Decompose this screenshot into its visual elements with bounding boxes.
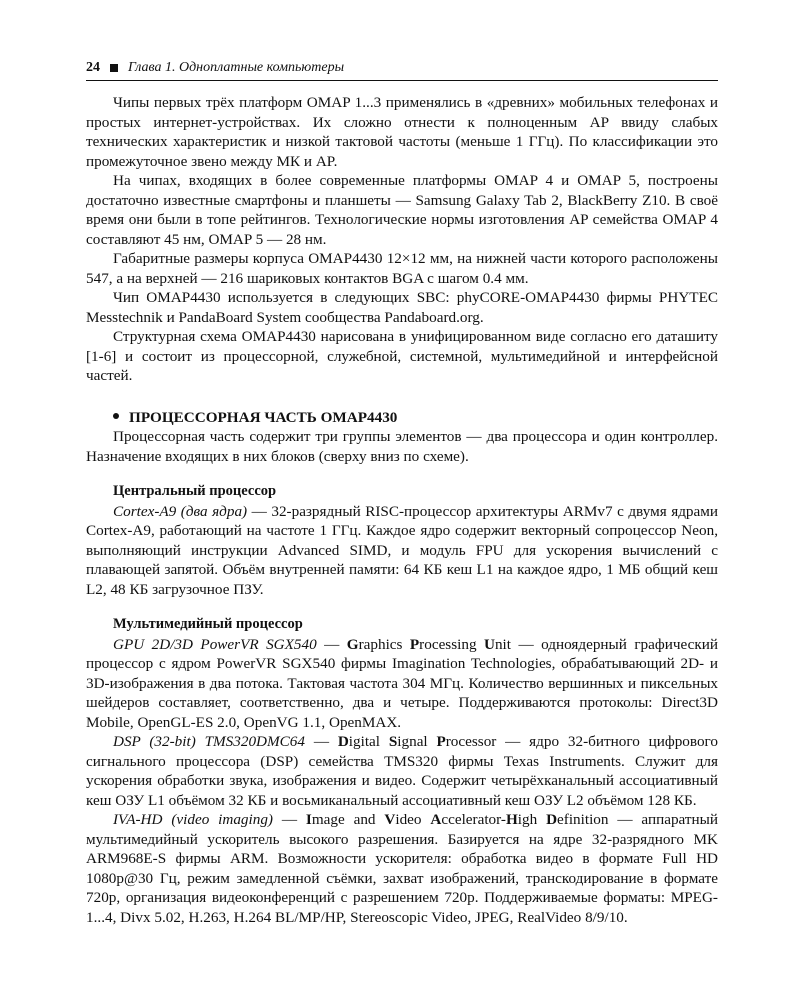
subheading-cpu: Центральный процессор (113, 483, 277, 499)
paragraph-block-diagram: Структурная схема OMAP4430 нарисована в унифицированном виде согласно его даташиту [1-6] и состоит из процессорной, служебной, системной, мультимедийной и интерфейсной частей. (86, 328, 718, 384)
bullet-icon (113, 413, 119, 419)
paragraph-cpu (86, 502, 718, 600)
page-number: 24 (86, 60, 100, 75)
header-square-icon (110, 64, 118, 72)
paragraph-omap4430-package: Габаритные размеры корпуса OMAP4430 12×12 мм, на нижней части которого расположены 547, а на верхней — 216 шариковых контактов BGA с шагом 0.4 мм. (86, 250, 718, 287)
running-header (86, 58, 718, 81)
term-gpu: GPU 2D/3D PowerVR SGX540 (113, 635, 317, 653)
paragraph-section-intro: Процессорная часть содержит три группы элементов — два процессора и один контроллер. Назначение входящих в них блоков (сверху вниз по схеме). (86, 428, 718, 465)
document-page (86, 58, 718, 927)
cpu-description: — 32-разрядный RISC-процессор архитектуры ARMv7 с двумя ядрами Cortex-A9, работающий на частоте 1 ГГц. Каждое ядро содержит векторный сопроцессор Neon, выполняющий инструкции Advanced SIMD, и модуль FPU для ускорения вычислений с плавающей запятой. Объём внутренней памяти: 64 КБ кеш L1 на каждое ядро, 1 МБ общий кеш L2, 48 КБ загрузочное ПЗУ. (86, 502, 718, 598)
section-heading (86, 408, 718, 428)
term-cortex-a9: Cortex-A9 (два ядра) (113, 502, 248, 520)
chapter-title: Глава 1. Одноплатные компьютеры (128, 60, 345, 75)
subheading-multimedia: Мультимедийный процессор (113, 616, 303, 632)
paragraph-iva: IVA-HD (video imaging) — Image and Video Accelerator-High Definition — аппаратный мультимедийный ускоритель высокого разрешения. Базируется на ядре 32-разрядного MK ARM968E-S фирмы ARM. Возможности ускорителя: обработка видео в формате Full HD 1080p@30 Гц, режим замедленной съёмки, захват изображений, транскодирование в формате 720p, организация видеоконференций с разрешением 720p. Поддерживаемые форматы: MPEG-1...4, Divx 5.02, H.263, H.264 BL/MP/HP, Stereoscopic Video, JPEG, RealVideo 8/9/10. (86, 811, 718, 926)
paragraph-omap4430-sbc: Чип OMAP4430 используется в следующих SBC: phyCORE-OMAP4430 фирмы PHYTEC Messtechnik и PandaBoard System сообщества Pandaboard.org. (86, 289, 718, 326)
paragraph-omap-modern: На чипах, входящих в более современные платформы OMAP 4 и OMAP 5, построены достаточно известные смартфоны и планшеты — Samsung Galaxy Tab 2, BlackBerry Z10. В своё время они были в топе рейтингов. Технологические нормы изготовления AP семейства OMAP 4 составляют 45 нм, OMAP 5 — 28 нм. (86, 172, 718, 248)
gpu-description: — одноядерный графический процессор с ядром PowerVR SGX540 фирмы Imagination Technologies, обрабатывающий 2D- и 3D-изображения в два потока. Тактовая частота 304 МГц. Количество вершинных и пиксельных шейдеров составляет, соответственно, два и четыре. Поддерживаются протоколы: Direct3D Mobile, OpenGL-ES 2.0, OpenVG 1.1, OpenMAX. (86, 635, 718, 731)
iva-description: — аппаратный мультимедийный ускоритель высокого разрешения. Базируется на ядре 32-разрядного MK ARM968E-S фирмы ARM. Возможности ускорителя: обработка видео в формате Full HD 1080p@30 Гц, режим замедленной съёмки, захват изображений, транскодирование в формате 720p, организация видеоконференций с разрешением 720p. Поддерживаемые форматы: MPEG-1...4, Divx 5.02, H.263, H.264 BL/MP/HP, Stereoscopic Video, JPEG, RealVideo 8/9/10. (86, 811, 718, 926)
term-dsp: DSP (32-bit) TMS320DMC64 (113, 733, 305, 750)
dsp-description: — ядро 32-битного цифрового сигнального процессора (DSP) семейства TMS320 фирмы Texas Instruments. Служит для ускорения обработки звука, изображения и видео. Содержит четырёхканальный ассоциативный кеш ОЗУ L1 объёмом 32 КБ и восьмиканальный ассоциативный кеш ОЗУ L2 объёмом 128 КБ. (86, 733, 718, 809)
paragraph-dsp: DSP (32-bit) TMS320DMC64 — Digital Signal Processor — ядро 32-битного цифрового сигнального процессора (DSP) семейства TMS320 фирмы Texas Instruments. Служит для ускорения обработки звука, изображения и видео. Содержит четырёхканальный ассоциативный кеш ОЗУ L1 объёмом 32 КБ и восьмиканальный ассоциативный кеш ОЗУ L2 объёмом 128 КБ. (86, 733, 718, 809)
paragraph-omap-early: Чипы первых трёх платформ OMAP 1...3 применялись в «древних» мобильных телефонах и простых интернет-устройствах. Их сложно отнести к полноценным AP ввиду слабых технических характеристик и низкой тактовой частоты (меньше 1 ГГц). По классификации это промежуточное звено между МК и AP. (86, 94, 718, 170)
section-title: ПРОЦЕССОРНАЯ ЧАСТЬ OMAP4430 (129, 408, 398, 426)
paragraph-gpu: GPU 2D/3D PowerVR SGX540 — Graphics Processing Unit — одноядерный графический процессор с ядром PowerVR SGX540 фирмы Imagination Technologies, обрабатывающий 2D- и 3D-изображения в два потока. Тактовая частота 304 МГц. Количество вершинных и пиксельных шейдеров составляет, соответственно, два и четыре. Поддерживаются протоколы: Direct3D Mobile, OpenGL-ES 2.0, OpenVG 1.1, OpenMAX. (86, 635, 718, 731)
term-iva: IVA-HD (video imaging) (113, 811, 273, 828)
